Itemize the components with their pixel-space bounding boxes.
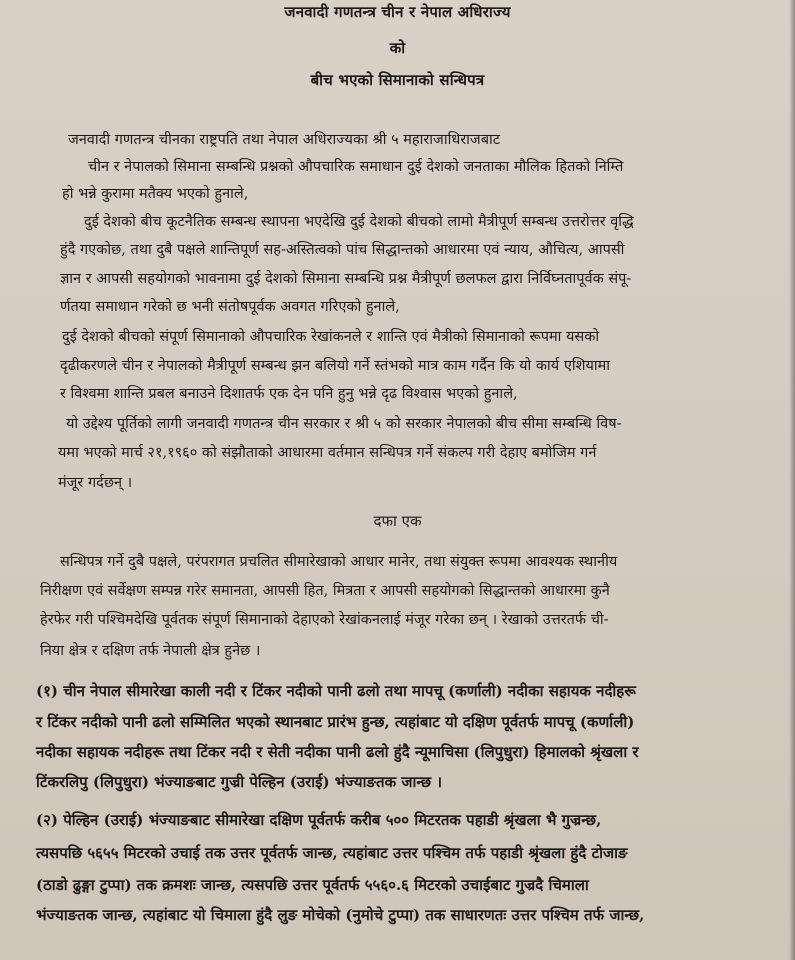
preamble-line: दृढीकरणले चीन र नेपालको मैत्रीपूर्ण सम्बन्ध झन बलियो गर्ने स्तंभको मात्र काम गर्दैन कि यो कार्य एशियामा	[60, 358, 611, 374]
clause-2-line: (२) पेल्हिन (उराई) भंज्याङबाट सीमारेखा दक्षिण पूर्वतर्फ करीब ५०० मिटरतक पहाडी श्रृंखला भै गुज्रन्छ,	[36, 811, 602, 829]
preamble-line: हो भन्ने कुरामा मतैक्य भएको हुनाले,	[62, 186, 249, 202]
clause-1-line: नदीका सहायक नदीहरू तथा टिंकर नदी र सेती नदीका पानी ढलो हुंदै न्यूमाचिसा (लिपुधुरा) हिमालको श्रृंखला र	[36, 743, 639, 761]
intro-line: निया क्षेत्र र दक्षिण तर्फ नेपाली क्षेत्र हुनेछ ।	[40, 643, 261, 659]
preamble-line: र विश्वमा शान्ति प्रबल बनाउने दिशातर्फ एक देन पनि हुनु भन्ने दृढ विश्वास भएको हुनाले,	[60, 386, 518, 402]
document-title-line2: को	[389, 39, 406, 57]
clause-1-line: र टिंकर नदीको पानी ढलो सम्मिलित भएको स्थानबाट प्रारंभ हुन्छ, त्यहांबाट यो दक्षिण पूर्वतर्फ मापचू (कर्णाली)	[36, 713, 635, 731]
preamble-line: ज्ञान र आपसी सहयोगको भावनामा दुई देशको सिमाना सम्बन्धि प्रश्न मैत्रीपूर्ण छलफल द्वारा निर्विघ्नतापूर्वक संपू-	[60, 271, 632, 287]
preamble-line: चीन र नेपालको सिमाना सम्बन्धि प्रश्नको औपचारिक समाधान दुई देशको जनताका मौलिक हितको निम्ति	[88, 159, 624, 175]
preamble-line: यमा भएको मार्च २१,१९६० को संझौताको आधारमा वर्तमान सन्धिपत्र गर्ने संकल्प गरी देहाए बमोजिम गर्न	[58, 445, 597, 461]
section-heading: दफा एक	[373, 512, 422, 530]
clause-2-line: (ठाडो ढुङ्गा टुप्पा) तक क्रमशः जान्छ, त्यसपछि उत्तर पूर्वतर्फ ५५६०.६ मिटरको उचाईबाट गुज्रदै चिमाला	[36, 876, 589, 894]
clause-2-line: भंज्याङतक जान्छ, त्यहांबाट यो चिमाला हुंदै लुङ मोचेको (नुमोचे टुप्पा) तक साधारणतः उत्तर पश्चिम तर्फ जान्छ,	[36, 906, 645, 924]
intro-line: सन्धिपत्र गर्ने दुबै पक्षले, परंपरागत प्रचलित सीमारेखाको आधार मानेर, तथा संयुक्त रूपमा आवश्यक स्थानीय	[60, 554, 618, 570]
clause-1-line: (१) चीन नेपाल सीमारेखा काली नदी र टिंकर नदीको पानी ढलो तथा मापचू (कर्णाली) नदीका सहायक नदीहरू	[36, 682, 636, 700]
clause-1-line: टिंकरलिपु (लिपुधुरा) भंज्याङबाट गुज्री पेल्हिन (उराई) भंज्याङतक जान्छ ।	[36, 773, 443, 791]
clause-2-line: त्यसपछि ५६५५ मिटरको उचाई तक उत्तर पूर्वतर्फ जान्छ, त्यहांबाट उत्तर पश्चिम तर्फ पहाडी श्रृंखला हुंदै टोजाङ	[36, 844, 628, 862]
preamble-line: हुंदै गएकोछ, तथा दुबै पक्षले शान्तिपूर्ण सह-अस्तित्वको पांच सिद्धान्तको आधारमा एवं न्याय, औचित्य, आपसी	[60, 242, 625, 258]
preamble-line: यो उद्देश्य पूर्तिको लागी जनवादी गणतन्त्र चीन सरकार र श्री ५ को सरकार नेपालको बीच सीमा सम्बन्धि विष-	[66, 416, 622, 432]
document-title-line1: जनवादी गणतन्त्र चीन र नेपाल अधिराज्य	[284, 3, 511, 21]
preamble-line: जनवादी गणतन्त्र चीनका राष्ट्रपति तथा नेपाल अधिराज्यका श्री ५ महाराजाधिराजबाट	[68, 132, 501, 148]
intro-line: निरीक्षण एवं सर्वेक्षण सम्पन्न गरेर समानता, आपसी हित, मित्रता र आपसी सहयोगको सिद्धान्तको आधारमा कुनै	[40, 583, 610, 599]
intro-line: हेरफेर गरी पश्चिमदेखि पूर्वतक संपूर्ण सिमानाको देहाएको रेखांकनलाई मंजूर गरेका छन् । रेखाको उत्तरतर्फ ची-	[40, 612, 609, 628]
document-title-line3: बीच भएको सिमानाको सन्धिपत्र	[310, 71, 485, 89]
preamble-line: दुई देशको बीचको संपूर्ण सिमानाको औपचारिक रेखांकनले र शान्ति एवं मैत्रीको सिमानाको रूपमा यसको	[62, 329, 600, 345]
page-edge-shadow	[789, 0, 795, 960]
preamble-line: मंजूर गर्दछन् ।	[58, 475, 133, 491]
preamble-line: दुई देशको बीच कूटनैतिक सम्बन्ध स्थापना भएदेखि दुई देशको बीचको लामो मैत्रीपूर्ण सम्बन्ध उत्तरोत्तर वृद्धि	[84, 214, 634, 230]
preamble-line: र्णतया समाधान गरेको छ भनी संतोषपूर्वक अवगत गरिएको हुनाले,	[60, 299, 400, 315]
